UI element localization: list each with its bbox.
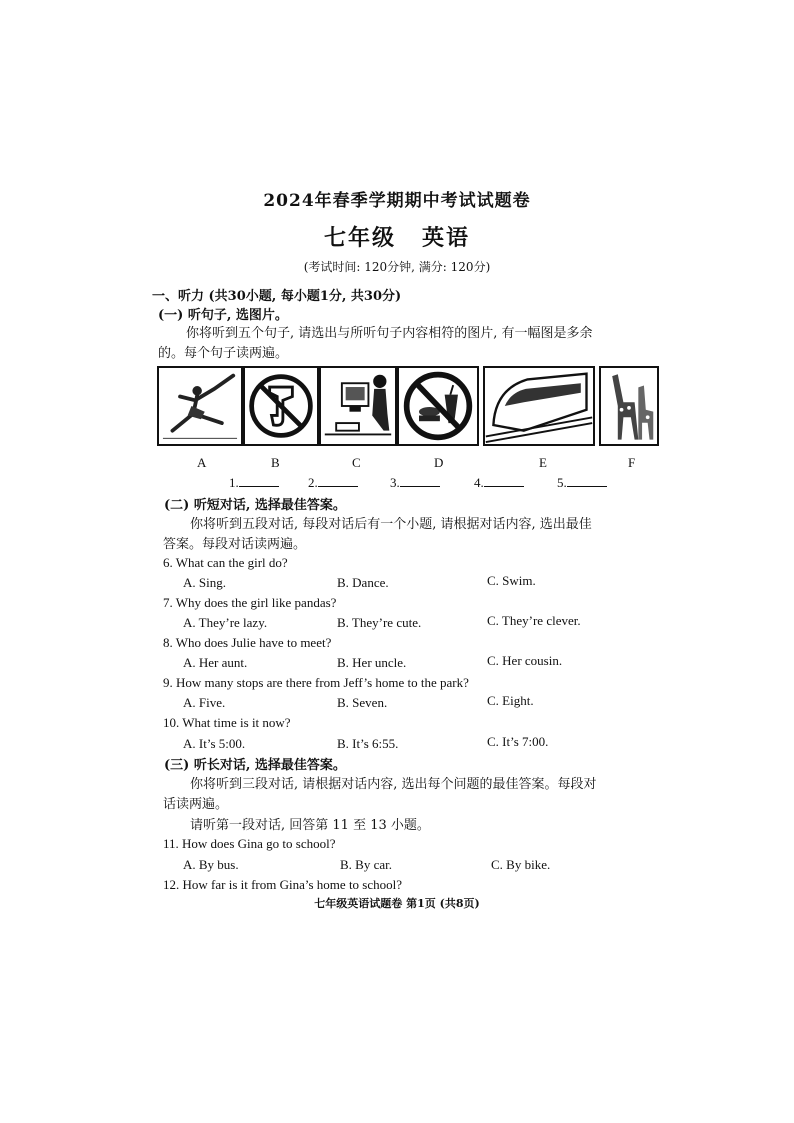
sec3-heading: (三) 听长对话, 选择最佳答案。 (164, 758, 346, 773)
question-11: 11. How does Gina go to school? (163, 836, 336, 851)
sec1-instr-line1: 你将听到五个句子, 请选出与所听句子内容相符的图片, 有一幅图是多余 (186, 326, 593, 341)
sec3-instr-line3: 请听第一段对话, 回答第 11 至 13 小题。 (190, 818, 430, 833)
q6-option-a[interactable]: A. Sing. (183, 575, 226, 590)
question-7: 7. Why does the girl like pandas? (163, 595, 337, 610)
picture-label-e: E (539, 455, 547, 470)
question-8: 8. Who does Julie have to meet? (163, 635, 332, 650)
sec3-instr-line1: 你将听到三段对话, 请根据对话内容, 选出每个问题的最佳答案。每段对 (190, 777, 597, 792)
computer-icon (321, 368, 395, 444)
q9-option-c[interactable]: C. Eight. (487, 693, 534, 708)
answer-blank-4[interactable]: 4. (474, 474, 524, 491)
no-food-icon (399, 368, 477, 444)
dancer-icon (159, 368, 241, 444)
picture-label-a: A (197, 455, 207, 470)
grade: 七年级 (323, 225, 396, 251)
answer-blank-1[interactable]: 1. (229, 474, 279, 491)
no-gum-icon (245, 368, 317, 444)
question-12: 12. How far is it from Gina’s home to school? (163, 877, 403, 892)
page-footer: 七年级英语试题卷 第1页 (共8页) (314, 897, 480, 910)
q10-option-c[interactable]: C. It’s 7:00. (487, 734, 549, 749)
q11-option-a[interactable]: A. By bus. (183, 857, 239, 872)
question-6: 6. What can the girl do? (163, 555, 288, 570)
question-10: 10. What time is it now? (163, 715, 291, 730)
q8-option-a[interactable]: A. Her aunt. (183, 655, 248, 670)
picture-d (397, 366, 479, 446)
q10-option-b[interactable]: B. It’s 6:55. (337, 736, 399, 751)
picture-label-f: F (628, 455, 636, 470)
part1-heading: 一、听力 (共30小题, 每小题1分, 共30分) (152, 289, 402, 304)
sec1-instr-line2: 的。每个句子读两遍。 (158, 346, 289, 361)
q7-option-a[interactable]: A. They’re lazy. (183, 615, 268, 630)
q11-option-b[interactable]: B. By car. (340, 857, 392, 872)
exam-info: (考试时间: 120分钟, 满分: 120分) (303, 260, 491, 274)
answer-blank-5[interactable]: 5. (557, 474, 607, 491)
exam-title: 2024年春季学期期中考试试题卷 (263, 191, 531, 211)
picture-label-b: B (271, 455, 280, 470)
question-9: 9. How many stops are there from Jeff’s home to the park? (163, 675, 469, 690)
q6-option-c[interactable]: C. Swim. (487, 573, 536, 588)
sec1-heading: (一) 听句子, 选图片。 (158, 308, 288, 323)
picture-e (483, 366, 595, 446)
picture-a (157, 366, 243, 446)
sec2-instr-line1: 你将听到五段对话, 每段对话后有一个小题, 请根据对话内容, 选出最佳 (190, 517, 592, 532)
q7-option-c[interactable]: C. They’re clever. (487, 613, 581, 628)
picture-label-d: D (434, 455, 444, 470)
answer-blank-2[interactable]: 2. (308, 474, 358, 491)
sec2-heading: (二) 听短对话, 选择最佳答案。 (164, 498, 346, 513)
picture-f (599, 366, 659, 446)
q6-option-b[interactable]: B. Dance. (337, 575, 389, 590)
q9-option-b[interactable]: B. Seven. (337, 695, 388, 710)
sec2-instr-line2: 答案。每段对话读两遍。 (163, 537, 307, 552)
q10-option-a[interactable]: A. It’s 5:00. (183, 736, 246, 751)
picture-label-c: C (352, 455, 361, 470)
grade-subject (0, 221, 794, 252)
q9-option-a[interactable]: A. Five. (183, 695, 226, 710)
train-icon (485, 368, 593, 444)
giraffe-icon (601, 368, 657, 444)
answer-blank-3[interactable]: 3. (390, 474, 440, 491)
q11-option-c[interactable]: C. By bike. (491, 857, 551, 872)
picture-b (243, 366, 319, 446)
q8-option-b[interactable]: B. Her uncle. (337, 655, 407, 670)
q7-option-b[interactable]: B. They’re cute. (337, 615, 422, 630)
picture-c (319, 366, 397, 446)
subject: 英语 (422, 225, 471, 251)
q8-option-c[interactable]: C. Her cousin. (487, 653, 563, 668)
sec3-instr-line2: 话读两遍。 (163, 797, 229, 812)
